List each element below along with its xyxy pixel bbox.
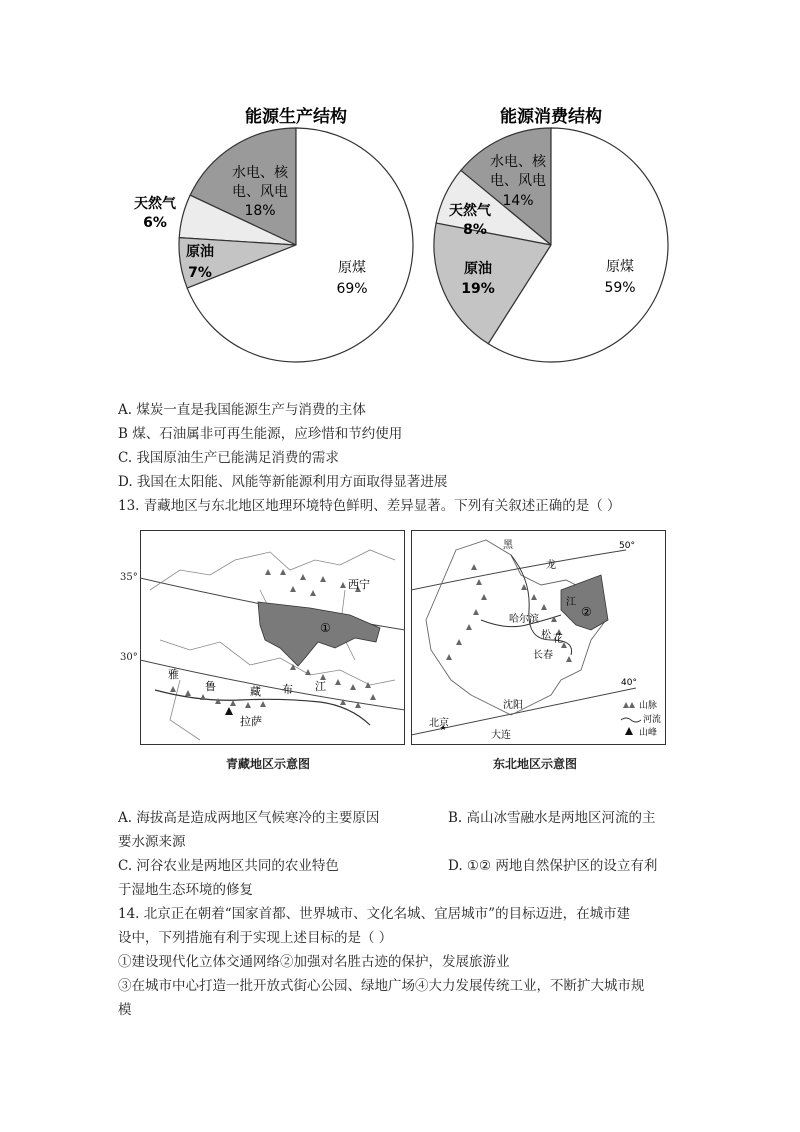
chart1-label-oil: 原油 — [186, 244, 214, 260]
chart2-label-hydro-3: 14% — [502, 193, 534, 209]
map1-lat-30-label: 30° — [120, 652, 138, 663]
map2-caption: 东北地区示意图 — [493, 757, 578, 771]
chart2-label-gas: 天然气 — [449, 203, 491, 219]
q14-line-3: ①建设现代化立体交通网络②加强对名胜古迹的保护，发展旅游业 — [118, 954, 510, 970]
chart1-label-coal-pct: 69% — [336, 281, 368, 297]
energy-pie-charts — [0, 90, 800, 390]
map1-label-zang: 藏 — [250, 685, 261, 698]
q13-option-a: A. 海拔高是造成两地区气候寒冷的主要原因 — [118, 810, 380, 826]
q13-option-b: B. 高山冰雪融水是两地区河流的主 — [448, 810, 656, 826]
map2-label-harbin: 哈尔滨 — [509, 614, 539, 625]
map2-label-beijing: 北京 — [429, 718, 449, 729]
q13-option-b-cont: 要水源来源 — [118, 834, 186, 850]
q12-option-c: C. 我国原油生产已能满足消费的需求 — [118, 450, 339, 466]
q14-line-5: 模 — [118, 1002, 132, 1018]
qingzang-map — [140, 530, 405, 745]
map1-caption: 青藏地区示意图 — [226, 757, 311, 771]
map2-lat-50: 50° — [619, 541, 635, 551]
map2-label-hei: 黑 — [503, 540, 513, 551]
q14-line-4: ③在城市中心打造一批开放式街心公园、绿地广场④大力发展传统工业，不断扩大城市规 — [118, 978, 645, 994]
q13-stem: 13. 青藏地区与东北地区地理环境特色鲜明、差异显著。下列有关叙述正确的是（ ） — [118, 498, 621, 514]
map1-label-lu: 鲁 — [205, 680, 216, 693]
chart2-title: 能源消费结构 — [500, 107, 602, 127]
map2-label-2: ② — [581, 605, 592, 619]
chart1-label-coal: 原煤 — [338, 260, 366, 276]
chart1-label-hydro-2: 电、风电 — [232, 184, 288, 200]
chart1-label-hydro-1: 水电、核 — [232, 165, 288, 181]
chart1-label-oil-pct: 7% — [188, 265, 212, 281]
map2-label-song: 松 — [541, 630, 551, 641]
map2-label-hua: 花 — [553, 634, 563, 645]
q12-option-a: A. 煤炭一直是我国能源生产与消费的主体 — [118, 402, 366, 418]
dongbei-map — [411, 530, 666, 745]
map2-label-changchun: 长春 — [533, 650, 553, 661]
chart2-label-coal: 原煤 — [606, 259, 634, 275]
legend-peak: 山峰 — [639, 728, 658, 738]
chart2-label-gas-pct: 8% — [463, 222, 487, 238]
q12-option-b: B 煤、石油属非可再生能源，应珍惜和节约使用 — [118, 426, 403, 442]
map1-label-bu: 布 — [282, 683, 293, 696]
map2-label-dalian: 大连 — [491, 730, 511, 741]
chart1-label-gas-pct: 6% — [143, 215, 167, 231]
chart1-label-gas: 天然气 — [134, 196, 176, 212]
chart2-label-oil: 原油 — [464, 261, 492, 277]
q12-option-d: D. 我国在太阳能、风能等新能源利用方面取得显著进展 — [118, 474, 448, 490]
chart1-label-hydro-3: 18% — [244, 203, 276, 219]
chart2-label-hydro-1: 水电、核 — [490, 154, 546, 170]
production-pie — [179, 128, 413, 362]
chart1-title: 能源生产结构 — [245, 107, 347, 127]
map1-label-jiang: 江 — [315, 680, 326, 693]
map1-lat-35-label: 35° — [120, 572, 138, 583]
map1-label-1: ① — [320, 621, 331, 635]
map1-label-xining: 西宁 — [348, 578, 370, 591]
q14-line-1: 14. 北京正在朝着“国家首都、世界城市、文化名城、宜居城市”的目标迈进，在城市建 — [118, 906, 631, 922]
chart2-label-oil-pct: 19% — [461, 281, 495, 297]
map2-lat-40: 40° — [621, 678, 637, 688]
consumption-pie — [434, 128, 668, 362]
q13-option-d: D. ①② 两地自然保护区的设立有利 — [448, 858, 658, 874]
map1-label-lhasa: 拉萨 — [240, 715, 262, 728]
map1-label-ya: 雅 — [168, 668, 179, 681]
q13-option-c: C. 河谷农业是两地区共同的农业特色 — [118, 858, 339, 874]
legend-river: 河流 — [643, 715, 662, 725]
q14-line-2: 设中，下列措施有利于实现上述目标的是（ ） — [118, 930, 393, 946]
map2-label-jiang: 江 — [566, 597, 576, 608]
chart2-label-hydro-2: 电、风电 — [490, 173, 546, 189]
q13-option-d-cont: 于湿地生态环境的修复 — [118, 882, 253, 898]
legend-mountain: 山脉 — [639, 701, 658, 711]
map2-label-shenyang: 沈阳 — [503, 700, 523, 711]
chart2-label-coal-pct: 59% — [604, 280, 636, 296]
map2-label-long: 龙 — [546, 560, 556, 571]
